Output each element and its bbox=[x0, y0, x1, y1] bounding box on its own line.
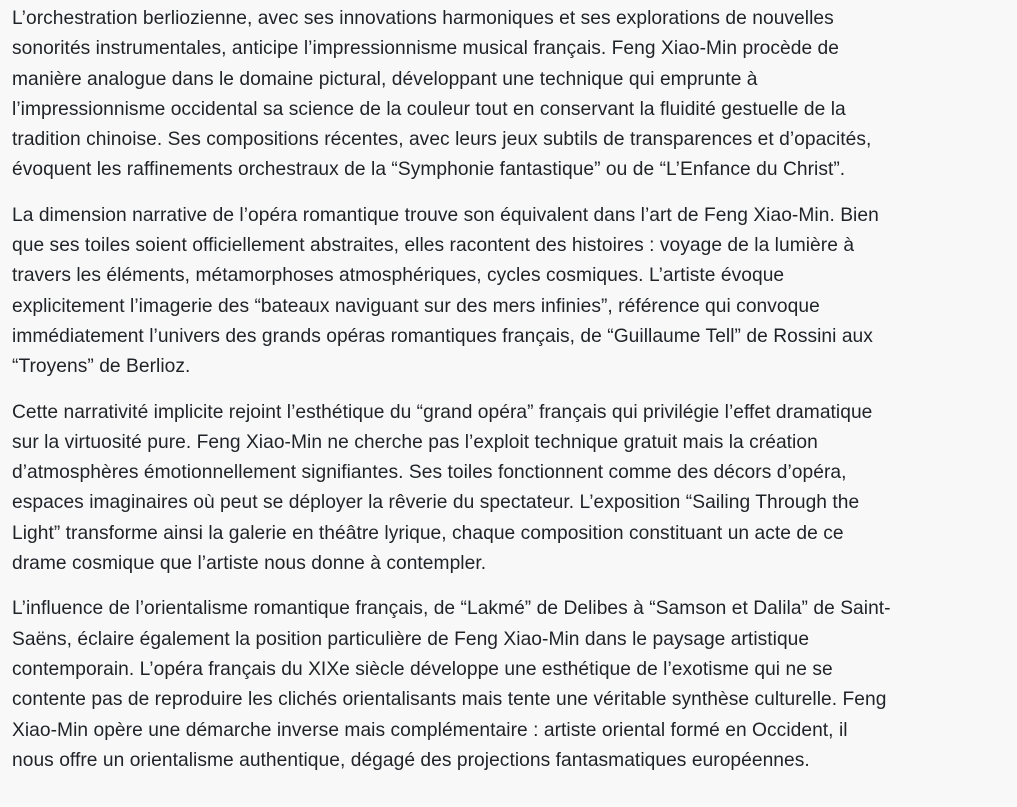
text-line: que ses toiles soient officiellement abstraites, elles racontent des histoires : voyage de la lumière à bbox=[12, 235, 855, 257]
text-line: drame cosmique que l’artiste nous donne à contempler. bbox=[12, 553, 487, 575]
article-body bbox=[12, 4, 1012, 791]
text-line: manière analogue dans le domaine pictural, développant une technique qui emprunte à bbox=[12, 68, 758, 90]
paragraph-berlioz-orchestration bbox=[12, 4, 1012, 186]
text-line: explicitement l’imagerie des “bateaux naviguant sur des mers infinies”, référence qui convoque bbox=[12, 295, 820, 317]
text-line: L’orchestration berliozienne, avec ses innovations harmoniques et ses explorations de nouvelles bbox=[12, 8, 834, 29]
text-line: Cette narrativité implicite rejoint l’esthétique du “grand opéra” français qui privilégie l’effet dramatique bbox=[12, 401, 873, 423]
text-line: d’atmosphères émotionnellement signifiantes. Ses toiles fonctionnent comme des décors d’opéra, bbox=[12, 462, 847, 484]
text-line: contemporain. L’opéra français du XIXe siècle développe une esthétique de l’exotisme qui ne se bbox=[12, 658, 833, 680]
text-line: sonorités instrumentales, anticipe l’impressionnisme musical français. Feng Xiao-Min procède de bbox=[12, 38, 839, 60]
text-line: La dimension narrative de l’opéra romantique trouve son équivalent dans l’art de Feng Xiao-Min. Bien bbox=[12, 204, 879, 226]
text-line: Light” transforme ainsi la galerie en théâtre lyrique, chaque composition constituant un acte de ce bbox=[12, 522, 844, 544]
text-line: travers les éléments, métamorphoses atmosphériques, cycles cosmiques. L’artiste évoque bbox=[12, 265, 785, 287]
text-line: “Troyens” de Berlioz. bbox=[12, 356, 191, 378]
text-line: l’impressionnisme occidental sa science de la couleur tout en conservant la fluidité gestuelle de la bbox=[12, 98, 846, 120]
paragraph-orientalism bbox=[12, 594, 1012, 776]
text-line: Xiao-Min opère une démarche inverse mais complémentaire : artiste oriental formé en Occident, il bbox=[12, 719, 848, 741]
text-line: tradition chinoise. Ses compositions récentes, avec leurs jeux subtils de transparences et d’opacités, bbox=[12, 129, 872, 151]
text-line: immédiatement l’univers des grands opéras romantiques français, de “Guillaume Tell” de Rossini aux bbox=[12, 325, 873, 347]
text-line: L’influence de l’orientalisme romantique français, de “Lakmé” de Delibes à “Samson et Dalila” de Saint- bbox=[12, 598, 891, 620]
paragraph-narrative-dimension bbox=[12, 201, 1012, 383]
text-line: sur la virtuosité pure. Feng Xiao-Min ne cherche pas l’exploit technique gratuit mais la création bbox=[12, 431, 818, 453]
text-line: espaces imaginaires où peut se déployer la rêverie du spectateur. L’exposition “Sailing Through the bbox=[12, 492, 860, 514]
paragraph-grand-opera bbox=[12, 398, 1012, 580]
text-line: Saëns, éclaire également la position particulière de Feng Xiao-Min dans le paysage artistique bbox=[12, 628, 810, 650]
text-line: évoquent les raffinements orchestraux de la “Symphonie fantastique” ou de “L’Enfance du Christ”. bbox=[12, 159, 846, 181]
text-line: nous offre un orientalisme authentique, dégagé des projections fantasmatiques européennes. bbox=[12, 749, 810, 771]
text-line: contente pas de reproduire les clichés orientalisants mais tente une véritable synthèse culturelle. Feng bbox=[12, 689, 887, 711]
